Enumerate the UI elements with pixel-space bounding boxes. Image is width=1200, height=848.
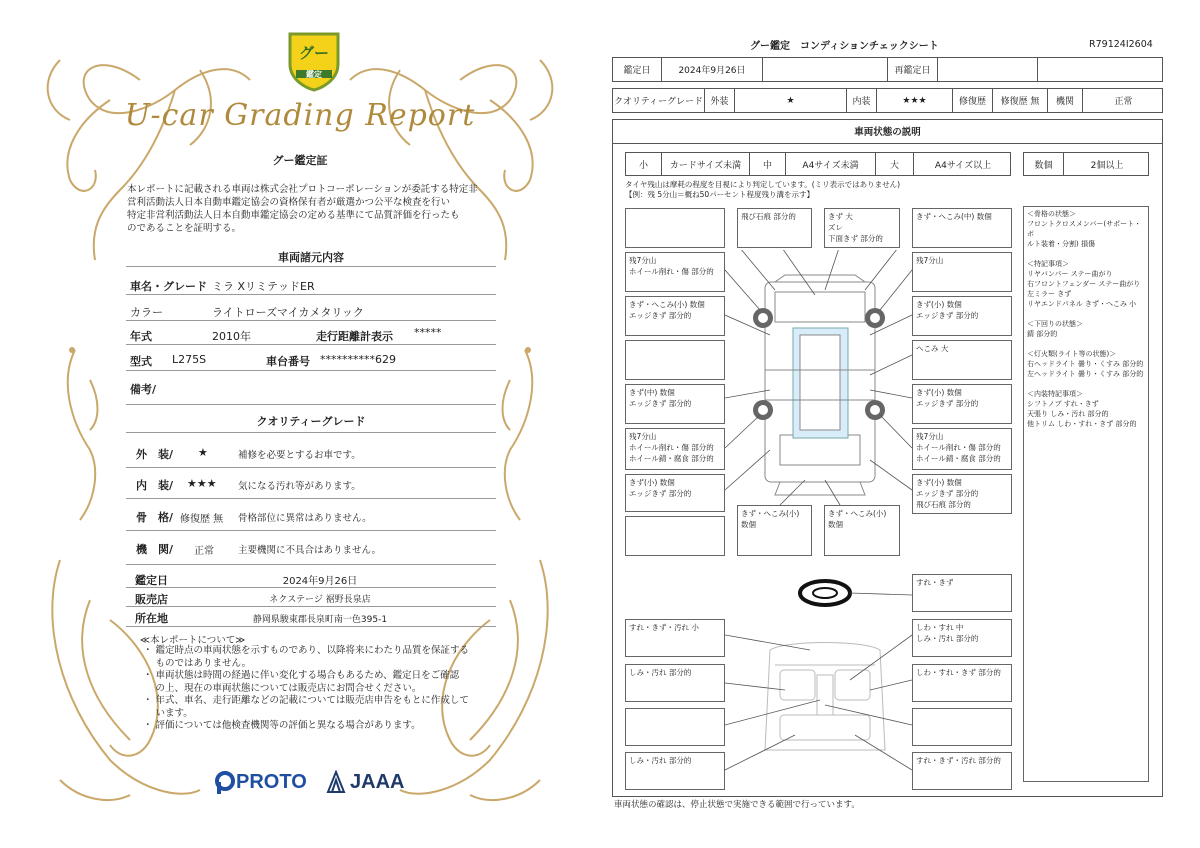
mileage-value: *****	[414, 326, 442, 339]
sheet-title: グー鑑定 コンディションチェックシート	[750, 41, 939, 52]
interior-label: 内装	[847, 89, 877, 112]
dealer-value: ネクステージ 裾野長泉店	[269, 595, 371, 605]
ext-box-9	[625, 340, 725, 380]
proto-logo: PROTO	[214, 770, 307, 794]
size-large: 大	[876, 153, 914, 175]
ext-box-6: 残7分山	[912, 252, 1012, 292]
badge-bottom-text: 鑑定	[306, 70, 322, 79]
int-box-7	[912, 708, 1012, 746]
steering-wheel-icon	[800, 581, 850, 605]
certificate-intro: 本レポートに記載される車両は株式会社プロトコーポレーションが委託する特定非 営利活動法人日本自動車鑑定協会の資格保有者が厳選かつ公平な検査を行い 特定非営利活動法人日本自動車鑑定協会の定める基準にて品質評価を行ったも のであることを証明する。	[127, 184, 478, 234]
ext-box-19: きず・へこみ(小) 数個	[824, 505, 900, 556]
proto-mark-icon	[214, 770, 236, 794]
ext-box-16: きず(小) 数個 エッジきず 部分的 飛び石痕 部分的	[912, 474, 1012, 514]
spec-heading: 車両諸元内容	[278, 251, 344, 264]
size-legend	[625, 152, 1011, 176]
int-box-4: しみ・汚れ 部分的	[625, 664, 725, 702]
notes-heading: ≪本レポートについて≫	[140, 635, 246, 646]
ext-box-5: 残7分山 ホイール削れ・傷 部分的	[625, 252, 725, 292]
goo-appraisal-badge	[286, 30, 342, 92]
ext-box-11: きず(中) 数個 エッジきず 部分的	[625, 384, 725, 424]
certificate-subtitle: グー鑑定証	[272, 154, 328, 167]
quality-row	[612, 88, 1163, 113]
interior-grade: ★★★	[187, 477, 217, 490]
date-value: 2024年9月26日	[662, 58, 763, 81]
report-script-title: U-car Grading Report	[124, 98, 476, 133]
int-box-3: しわ・すれ 中 しみ・汚れ 部分的	[912, 619, 1012, 657]
jaaa-mark-icon	[326, 770, 346, 794]
address-value: 静岡県駿東郡長泉町南一色395-1	[252, 615, 388, 625]
date-value: 2024年9月26日	[282, 576, 358, 587]
engine-desc: 主要機関に不具合はありません。	[238, 545, 382, 556]
int-box-8: しみ・汚れ 部分的	[625, 752, 725, 790]
ext-box-18: きず・へこみ(小) 数個	[737, 505, 812, 556]
year-value: 2010年	[212, 330, 251, 343]
model-value: ミラ XリミテッドER	[212, 280, 315, 293]
condition-check-sheet	[600, 0, 1200, 848]
ext-box-4: きず・へこみ(中) 数個	[912, 208, 1012, 248]
chassis-value: **********629	[320, 353, 396, 366]
ext-box-17	[625, 516, 725, 556]
type-value: L275S	[172, 353, 207, 366]
int-box-5: しわ・すれ・きず 部分的	[912, 664, 1012, 702]
repair-value: 修復歴 無	[993, 89, 1048, 112]
mileage-label: 走行距離計表示	[316, 330, 393, 343]
quality-label: クオリティーグレード	[613, 89, 705, 112]
tire-note-2: 【例：残 5分山＝概ね50パーセント程度残り溝を示す】	[625, 190, 815, 199]
reinspect-label: 再鑑定日	[888, 58, 938, 81]
exterior-value: ★	[735, 89, 847, 112]
interior-value: ★★★	[877, 89, 953, 112]
car-exterior-diagram	[725, 250, 915, 505]
ext-box-15: きず(小) 数個 エッジきず 部分的	[625, 474, 725, 512]
int-box-1: すれ・きず	[912, 574, 1012, 612]
ext-box-7: きず・へこみ(小) 数個 エッジきず 部分的	[625, 296, 725, 336]
date-label: 鑑定日	[135, 574, 168, 587]
frame-desc: 骨格部位に異常はありません。	[238, 513, 372, 524]
exterior-desc: 補修を必要とするお車です。	[238, 450, 361, 461]
ext-box-8: きず(小) 数個 エッジきず 部分的	[912, 296, 1012, 336]
model-label: 車名・グレード	[130, 280, 207, 293]
quality-heading: クオリティーグレード	[256, 415, 366, 428]
exterior-label: 外装	[705, 89, 735, 112]
date-label: 鑑定日	[613, 58, 662, 81]
color-label: カラー	[130, 306, 163, 319]
notes-list: ・ 鑑定時点の車両状態を示すものであり、以降将来にわたり品質を保証する ものではありません。 ・ 車両状態は時間の経過に伴い変化する場合もあるため、鑑定日をご確認 の上、現在の車両状態については販売店にお問合せください。 ・ 年式、車名、走行距離などの記載については販売店申告をもとに作成して います。 ・ 評価については他検査機関等の評価と異なる場合があります。	[143, 645, 470, 731]
ext-box-14: 残7分山 ホイール削れ・傷 部分的 ホイール錆・腐食 部分的	[912, 428, 1012, 470]
engine-value: 正常	[1114, 97, 1133, 107]
engine-label: 機関	[1048, 89, 1083, 112]
frame-label: 骨 格/	[136, 511, 174, 524]
car-interior-diagram	[725, 575, 915, 795]
interior-desc: 気になる汚れ等があります。	[238, 481, 361, 492]
badge-top-text: グー	[298, 44, 330, 62]
exterior-grade: ★	[198, 446, 208, 459]
type-label: 型式	[130, 355, 152, 368]
size-small-desc: カードサイズ未満	[662, 153, 750, 175]
count-legend	[1023, 152, 1149, 176]
int-box-9: すれ・きず・汚れ 部分的	[912, 752, 1012, 790]
chassis-label: 車台番号	[266, 355, 310, 368]
ext-box-13: 残7分山 ホイール削れ・傷 部分的 ホイール錆・腐食 部分的	[625, 428, 725, 470]
footer-note: 車両状態の確認は、停止状態で実施できる範囲で行っています。	[614, 800, 860, 810]
date-row	[612, 57, 1163, 82]
year-label: 年式	[130, 330, 152, 343]
ext-box-1	[625, 208, 725, 248]
exterior-label: 外 装/	[136, 448, 174, 461]
interior-label: 内 装/	[136, 479, 174, 492]
tire-note-1: タイヤ残山は摩耗の程度を目視により判定しています。(ミリ表示ではありません)	[625, 180, 901, 189]
section-heading: 車両状態の説明	[854, 127, 921, 138]
remarks-label: 備考/	[130, 383, 157, 396]
address-label: 所在地	[135, 612, 168, 625]
frame-grade: 修復歴 無	[180, 514, 224, 525]
jaaa-logo: JAAA	[326, 770, 404, 794]
count-label: 数個	[1024, 153, 1064, 175]
size-mid-desc: A4サイズ未満	[786, 153, 876, 175]
side-notes: ＜骨格の状態＞ フロントクロスメンバー(サポート・ボ ルト装着・分割) 損傷 ＜特記事項＞ リヤバンパー ステー曲がり 右フロントフェンダー ステー曲がり 左ミラー きず リヤエンドパネル きず・へこみ 小 ＜下回りの状態＞ 錆 部分的 ＜灯火類(ライト等の状態)＞ 右ヘッドライト 曇り・くすみ 部分的 左ヘッドライト 曇り・くすみ 部分的 ＜内装特記事項＞ シフトノブ すれ・きず 天張り しみ・汚れ 部分的 他トリム しわ・すれ・きず 部分的	[1023, 206, 1149, 782]
int-box-6	[625, 708, 725, 746]
engine-grade: 正常	[194, 546, 214, 557]
engine-label: 機 関/	[136, 543, 174, 556]
color-value: ライトローズマイカメタリック	[212, 306, 364, 319]
size-large-desc: A4サイズ以上	[934, 160, 992, 171]
size-mid: 中	[750, 153, 786, 175]
size-small: 小	[626, 153, 662, 175]
dealer-label: 販売店	[135, 593, 168, 606]
ext-box-12: きず(小) 数個 エッジきず 部分的	[912, 384, 1012, 424]
report-id: R79124I2604	[1089, 39, 1153, 50]
ext-box-3: きず 大 ズレ 下面きず 部分的	[824, 208, 900, 248]
ext-box-10: へこみ 大	[912, 340, 1012, 380]
count-desc: 2個以上	[1090, 160, 1124, 171]
ext-box-2: 飛び石痕 部分的	[737, 208, 812, 248]
repair-label: 修復歴	[953, 89, 993, 112]
int-box-2: すれ・きず・汚れ 小	[625, 619, 725, 657]
